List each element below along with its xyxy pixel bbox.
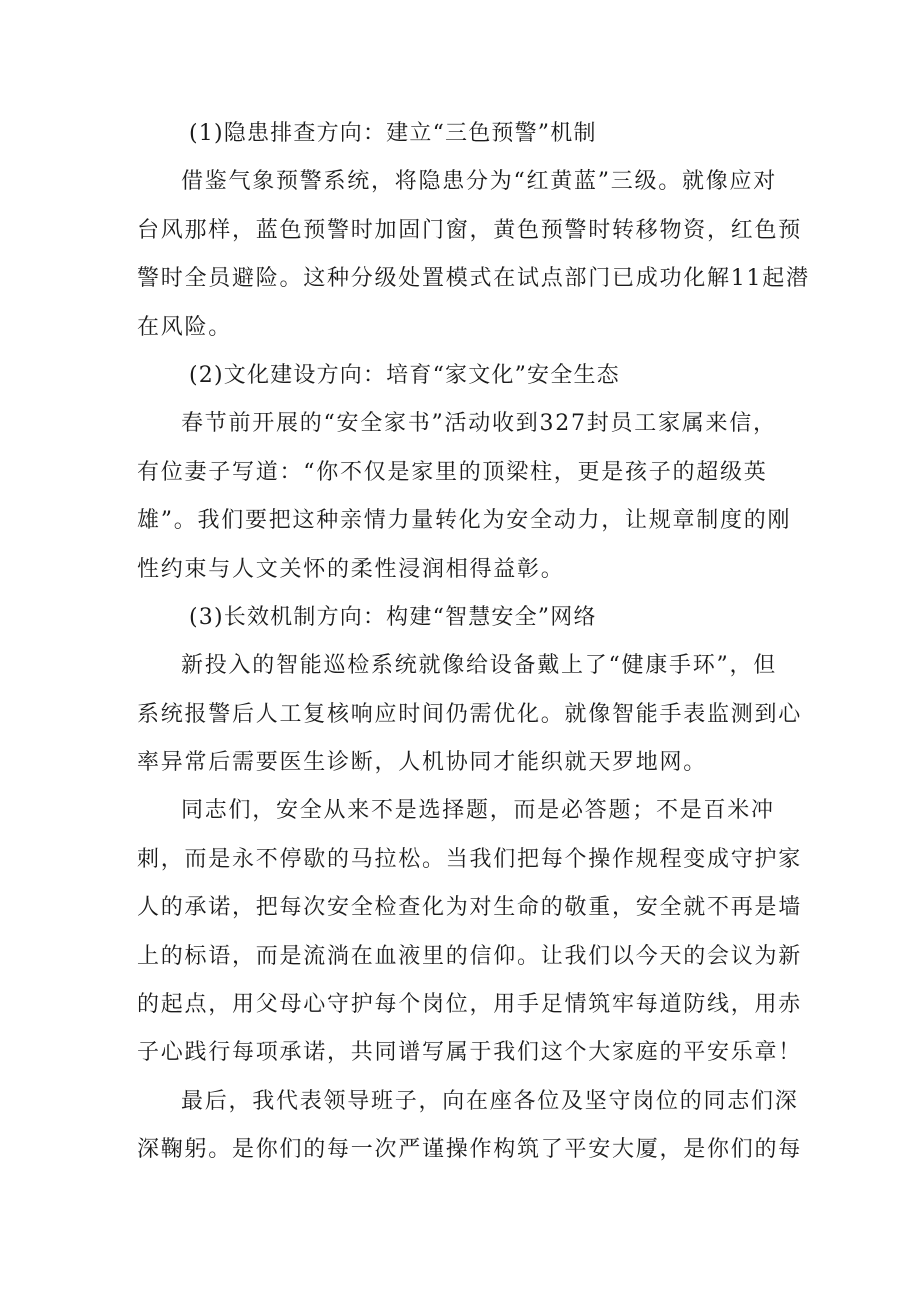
section-3-line: 新投入的智能巡检系统就像给设备戴上了“健康手环”，但 (181, 653, 777, 679)
section-1-line: 在风险。 (137, 314, 233, 340)
section-2-line: 雄”。我们要把这种亲情力量转化为安全动力，让规章制度的刚 (137, 508, 792, 534)
section-3-line: 系统报警后人工复核响应时间仍需优化。就像智能手表监测到心 (137, 701, 803, 727)
section-3-heading: (3)长效机制方向：构建“智慧安全”网络 (189, 604, 597, 630)
section-1-line: 借鉴气象预警系统，将隐患分为“红黄蓝”三级。就像应对 (181, 169, 777, 195)
section-2-line: 有位妻子写道：“你不仅是家里的顶梁柱，更是孩子的超级英 (137, 459, 768, 485)
closing-paragraph-line: 上的标语，而是流淌在血液里的信仰。让我们以今天的会议为新 (137, 943, 803, 969)
section-2-line: 性约束与人文关怀的柔性浸润相得益彰。 (137, 556, 565, 582)
section-1-line: 台风那样，蓝色预警时加固门窗，黄色预警时转移物资，红色预 (137, 217, 803, 243)
closing-paragraph-line: 子心践行每项承诺，共同谱写属于我们这个大家庭的平安乐章！ (137, 1040, 803, 1066)
closing-paragraph-line: 同志们，安全从来不是选择题，而是必答题；不是百米冲 (181, 798, 775, 824)
closing-paragraph-line: 的起点，用父母心守护每个岗位，用手足情筑牢每道防线，用赤 (137, 992, 803, 1018)
section-1-heading: (1)隐患排查方向：建立“三色预警”机制 (189, 121, 597, 146)
final-paragraph-line: 深鞠躬。是你们的每一次严谨操作构筑了平安大厦，是你们的每 (137, 1137, 803, 1163)
closing-paragraph-line: 刺，而是永不停歇的马拉松。当我们把每个操作规程变成守护家 (137, 846, 803, 872)
closing-paragraph-line: 人的承诺，把每次安全检查化为对生命的敬重，安全就不再是墙 (137, 895, 803, 921)
section-3-line: 率异常后需要医生诊断，人机协同才能织就天罗地网。 (137, 750, 708, 776)
section-2-heading: (2)文化建设方向：培育“家文化”安全生态 (189, 362, 620, 388)
section-2-line: 春节前开展的“安全家书”活动收到327封员工家属来信， (181, 411, 777, 437)
document-body (137, 110, 810, 1175)
section-1-line: 警时全员避险。这种分级处置模式在试点部门已成功化解11起潜 (137, 266, 810, 292)
final-paragraph-line: 最后，我代表领导班子，向在座各位及坚守岗位的同志们深 (181, 1088, 799, 1114)
